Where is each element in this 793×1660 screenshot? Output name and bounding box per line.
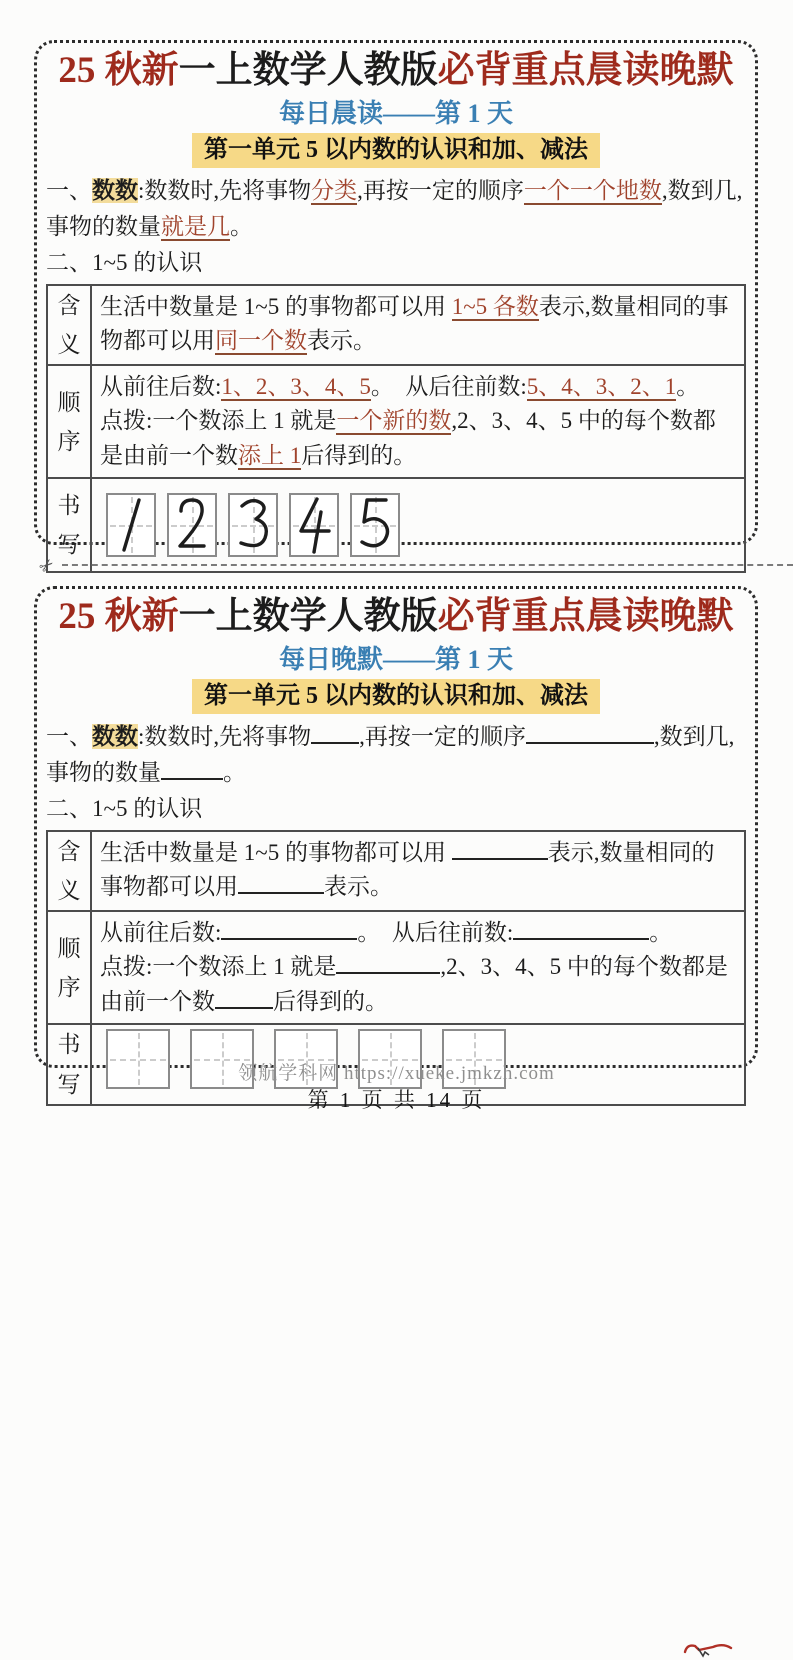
red-annotation-mark [683,1638,733,1660]
title-black-mid: 一上数学人教版 [178,596,438,637]
text-segment: ,数到几,事物的数量 [46,177,743,239]
text-segment: :数数时,先将事物 [138,723,312,749]
row-label-text: 书写 [57,493,81,558]
order-line-counts [100,916,736,951]
writing-grid-box [228,493,278,557]
unit-heading-wrap [46,133,746,168]
handwritten-digit-5 [352,495,398,555]
row-label-text: 顺序 [57,389,81,454]
red-underlined-keyword: 一个新的数 [336,408,452,434]
row-label-text: 书写 [57,1032,81,1097]
row-label-meaning [48,286,92,364]
text-segment: 表示,数量相同的事物都可以用 [100,293,729,354]
writing-grid-box [289,493,339,557]
row-label-order [48,366,92,478]
site-watermark: 领航学科网 https://xueke.jmkzh.com [238,1063,555,1084]
text-segment: 。 [230,213,253,239]
writing-grid-row [92,479,744,571]
row-label-meaning [48,832,92,910]
section-heading-recognition: 二、1~5 的认识 [46,796,203,822]
text-segment: ,2、3、4、5 中的每个数都是由前一个数 [100,954,728,1014]
unit-heading-highlight: 第一单元 5 以内数的认识和加、减法 [192,133,600,168]
meaning-line [100,836,736,905]
counting-paragraph-fill-in [46,719,746,790]
meaning-line [100,290,736,359]
title-red-suffix: 必背重点晨读晚默 [437,50,734,91]
meaning-content [92,286,744,364]
blank-line [452,836,548,860]
concept-table [46,284,746,574]
blank-line [238,870,324,894]
text-segment: 表示。 [324,874,393,900]
row-label-writing [48,479,92,571]
text-segment: 。 [649,919,673,945]
highlighted-keyword: 数数 [92,723,138,749]
row-label-text: 顺序 [57,935,81,1000]
table-row-order [48,364,744,478]
table-row-writing [48,477,744,571]
handwritten-digit-2 [169,495,215,555]
dashed-cut-line [62,564,793,566]
text-segment: 一、 [46,177,92,203]
blank-line [513,916,649,940]
text-segment: 从前往后数: [100,919,222,945]
row-label-order [48,912,92,1024]
text-segment: 表示。 [307,328,376,354]
counting-paragraph [46,173,746,244]
blank-line [336,951,440,975]
text-segment: ,再按一定的顺序 [359,723,526,749]
writing-grid-box [167,493,217,557]
scissors-icon: ✂ [35,553,60,579]
order-content [92,912,744,1024]
text-segment: 表示,数量相同的事物都可以用 [100,839,715,900]
unit-heading-wrap [46,679,746,714]
red-underlined-keyword: 1、2、3、4、5 [221,373,371,399]
red-underlined-keyword: 就是几 [161,213,230,239]
page-number: 第 1 页 共 14 页 [307,1088,486,1112]
red-underlined-keyword: 分类 [311,177,358,203]
writing-grid-box [350,493,400,557]
order-line-counts [100,370,736,405]
unit-heading-highlight: 第一单元 5 以内数的认识和加、减法 [192,679,600,714]
table-row-order [48,910,744,1024]
handwritten-digit-1 [108,495,154,555]
blank-line [161,756,223,780]
title-red-suffix: 必背重点晨读晚默 [437,596,734,637]
red-underlined-keyword: 一个一个地数 [523,177,662,203]
red-underlined-keyword: 同一个数 [215,328,307,354]
section-heading-recognition: 二、1~5 的认识 [46,250,203,276]
text-segment: 。 从后往前数: [370,373,527,399]
blank-line [526,720,654,744]
text-segment: ,再按一定的顺序 [357,177,524,203]
red-underlined-keyword: 添上 1 [238,442,302,468]
page-title [46,592,746,642]
text-segment: 生活中数量是 1~5 的事物都可以用 [100,293,452,319]
text-segment: 后得到的。 [301,442,417,468]
order-line-tip [100,950,736,1019]
text-segment: ,数到几,事物的数量 [46,723,735,785]
text-segment: :数数时,先将事物 [138,177,312,203]
text-segment: ,2、3、4、5 中的每个数都是由前一个数 [100,408,716,468]
daily-evening-subtitle: 每日晚默——第 1 天 [278,644,513,674]
title-red-prefix: 25 秋新 [58,596,179,637]
handwritten-digit-3 [230,495,276,555]
text-segment: 从前往后数: [100,373,222,399]
red-underlined-keyword: 5、4、3、2、1 [526,373,677,399]
text-segment: 。 从后往前数: [357,919,514,945]
row-label-text: 含义 [57,838,81,903]
table-row-meaning [48,832,744,910]
writing-grid-box [106,493,156,557]
order-line-tip [100,404,736,473]
text-segment: 生活中数量是 1~5 的事物都可以用 [100,839,452,865]
text-segment: 。 [676,373,700,399]
text-segment: 点拨:一个数添上 1 就是 [100,408,337,434]
table-row-meaning [48,286,744,364]
title-red-prefix: 25 秋新 [58,50,179,91]
text-segment: 点拨:一个数添上 1 就是 [100,954,337,980]
daily-morning-subtitle: 每日晨读——第 1 天 [278,98,513,128]
handwritten-digit-4 [291,495,337,555]
red-underlined-keyword: 1~5 各数 [451,293,539,319]
text-segment: 一、 [46,723,92,749]
morning-reading-card [34,40,758,558]
text-segment: 后得到的。 [273,988,388,1014]
text-segment: 。 [223,759,246,785]
blank-line [221,916,357,940]
highlighted-keyword: 数数 [92,177,138,203]
title-black-mid: 一上数学人教版 [178,50,438,91]
page-title [46,46,746,96]
blank-line [311,720,359,744]
meaning-content [92,832,744,910]
blank-line [215,985,273,1009]
row-label-text: 含义 [57,292,81,357]
order-content [92,366,744,478]
